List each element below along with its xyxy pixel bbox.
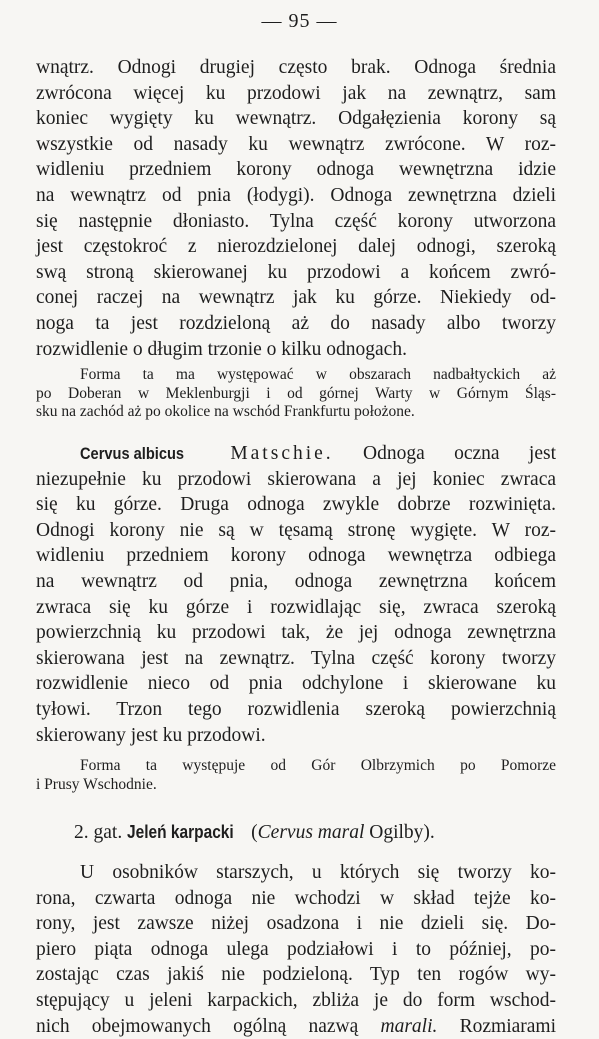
- text-line: wszystkie od nasady ku wewnątrz zwrócone. W roz-: [36, 133, 556, 155]
- text-fragment: nich obejmowanych ogólną nazwą: [36, 1015, 359, 1037]
- latin-name: Cervus maral: [257, 822, 365, 843]
- text-line: zwrócona więcej ku przodowi jak na zewnątrz, sam: [36, 82, 556, 104]
- text-line: rozwidlenie nieco od pnia odchylone i skierowane ku: [36, 673, 556, 695]
- page-number: — 95 —: [261, 10, 338, 32]
- note-line: po Doberan w Meklenburgji i od górnej Warty w Górnym Śląs-: [36, 384, 556, 402]
- section-name: Jeleń karpacki: [127, 822, 234, 842]
- note-line: i Prusy Wschodnie.: [36, 775, 157, 793]
- text-line: stępujący u jeleni karpackich, zbliża je do form wschod-: [36, 989, 556, 1011]
- text-line: wnątrz. Odnogi drugiej często brak. Odnoga średnia: [36, 57, 556, 78]
- text-fragment: Odnoga oczna jest: [363, 443, 557, 464]
- text-line: na wewnątrz od pnia, odnoga zewnętrzna końcem: [36, 570, 556, 592]
- paragraph-3: [36, 860, 556, 1039]
- text-line: widleniu przedniem korony odnoga wewnętrza odbiega: [36, 545, 556, 567]
- text-fragment: Rozmiarami: [459, 1015, 557, 1037]
- text-line: zwraca się ku górze i rozwidlając się, zwraca szeroką: [36, 596, 556, 618]
- section-heading: [74, 820, 554, 846]
- note-line: sku na zachód aż po okolice na wschód Frankfurtu położone.: [36, 403, 415, 421]
- text-line: się następnie dłoniasto. Tylna część korony utworzona: [36, 210, 556, 232]
- paragraph-1: [36, 55, 556, 362]
- text-line: tyłowi. Trzon tego rozwidlenia szeroką powierzchnią: [36, 698, 556, 720]
- text-line: się ku górze. Druga odnoga zwykle dobrze rozwinięta.: [36, 494, 556, 516]
- text-line: rozwidlenie o długim trzonie o kilku odnogach.: [36, 338, 407, 360]
- text-line: U osobników starszych, u których się tworzy ko-: [80, 862, 556, 883]
- text-line: skierowana jest na zewnątrz. Tylna część korony tworzy: [36, 647, 556, 669]
- latin-paren: (: [251, 822, 258, 843]
- section-number: 2. gat.: [74, 822, 123, 843]
- text-line: powierzchnią ku przodowi tak, że jej odnoga zewnętrzna: [36, 622, 556, 644]
- text-line: piero piąta odnoga ulega podziałowi i to później, po-: [36, 938, 556, 960]
- text-line: niezupełnie ku przodowi skierowana a jej koniec zwraca: [36, 468, 556, 490]
- text-line: koniec wygięty ku wewnątrz. Odgałęzienia korony są: [36, 108, 556, 130]
- note-line: Forma ta ma występować w obszarach nadbałtyckich aż: [80, 366, 556, 383]
- text-line: Odnogi korony nie są w tęsamą stronę wygięte. W roz-: [36, 519, 556, 541]
- footnote-2: [36, 757, 556, 794]
- footnote-1: [36, 366, 556, 422]
- text-line: zostając czas jakiś nie podzieloną. Typ ten rogów wy-: [36, 964, 556, 986]
- text-line: [36, 441, 556, 467]
- species-author: Matschie.: [230, 443, 334, 464]
- paragraph-2: [36, 441, 556, 748]
- text-line: rona, czwarta odnoga nie wchodzi w skład tejże ko-: [36, 887, 556, 909]
- species-heading: Cervus albicus: [80, 444, 185, 463]
- text-line: rony, jest zawsze niżej osadzona i nie dzieli się. Do-: [36, 913, 556, 935]
- text-line: swą stroną skierowanej ku przodowi a końcem zwró-: [36, 261, 556, 283]
- text-line: skierowany jest ku przodowi.: [36, 724, 266, 746]
- text-line: jest częstokroć z nierozdzielonej dalej odnogi, szeroką: [36, 236, 556, 258]
- text-line: [36, 1014, 556, 1039]
- italic-term: marali.: [380, 1015, 438, 1037]
- text-line: conej raczej na wewnątrz jak ku górze. Niekiedy od-: [36, 287, 556, 309]
- text-line: noga ta jest rozdzieloną aż do nasady albo tworzy: [36, 312, 556, 334]
- text-line: na wewnątrz od pnia (łodygi). Odnoga zewnętrzna dzieli: [36, 184, 556, 206]
- latin-author: Ogilby).: [369, 822, 435, 843]
- note-line: Forma ta występuje od Gór Olbrzymich po Pomorze: [80, 757, 556, 774]
- text-line: widleniu przedniem korony odnoga wewnętrzna idzie: [36, 159, 556, 181]
